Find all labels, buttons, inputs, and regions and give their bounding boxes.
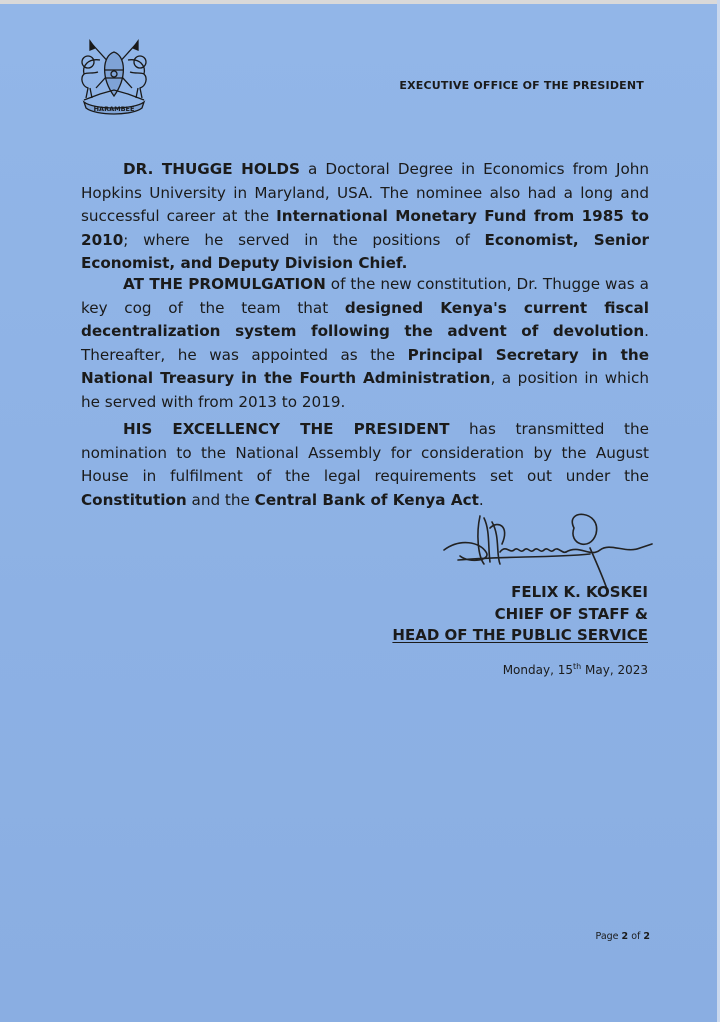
paragraph-3 bbox=[81, 418, 649, 512]
letter-date bbox=[503, 662, 648, 677]
office-heading: EXECUTIVE OFFICE OF THE PRESIDENT bbox=[399, 79, 644, 92]
kenya-coat-of-arms-icon bbox=[70, 38, 160, 118]
paragraph-2-run: Principal Secretary in the National Treasury in the Fourth Administration bbox=[81, 345, 649, 387]
paragraph-1-run: a Doctoral Degree in Economics from John Hopkins University in Maryland, USA. The nominee also had a long and successful career at the bbox=[81, 160, 650, 225]
paragraph-3-run: HIS EXCELLENCY THE PRESIDENT bbox=[123, 420, 450, 438]
paragraph-3-run: and the bbox=[186, 490, 255, 509]
page-current: 2 bbox=[621, 931, 629, 942]
signatory-name: FELIX K. KOSKEI bbox=[511, 583, 648, 601]
paragraph-1-run: DR. THUGGE HOLDS bbox=[123, 160, 300, 178]
paragraph-2-run: designed Kenya's current fiscal decentralization system following the advent of devolution bbox=[81, 298, 649, 340]
signatory-title: CHIEF OF STAFF & bbox=[494, 604, 648, 623]
signatory-block bbox=[392, 582, 648, 647]
paragraph-2-run: of the new constitution, Dr. Thugge was a key cog of the team that bbox=[81, 275, 649, 317]
coat-motto: HARAMBEE bbox=[93, 105, 135, 113]
paragraph-3-run: Constitution bbox=[81, 490, 187, 509]
page-label: Page bbox=[595, 931, 622, 942]
date-rest: May, 2023 bbox=[581, 663, 648, 677]
paragraph-3-run: has transmitted the nomination to the National Assembly for consideration by the August House in fulfilment of the legal requirements set out under the bbox=[81, 420, 649, 485]
paragraph-2 bbox=[81, 273, 649, 414]
date-ordinal: th bbox=[572, 662, 582, 671]
paragraph-3-run: . bbox=[478, 490, 484, 509]
page-of: of bbox=[628, 931, 644, 942]
page-total: 2 bbox=[643, 931, 650, 942]
paragraph-1 bbox=[81, 158, 649, 276]
paragraph-3-run: Central Bank of Kenya Act bbox=[254, 490, 479, 509]
paragraph-1-run: ; where he served in the positions of bbox=[123, 230, 485, 249]
paragraph-2-run: . Thereafter, he was appointed as the bbox=[81, 322, 649, 364]
date-day: Monday, 15 bbox=[502, 663, 573, 677]
paragraph-1-run: Economist, Senior Economist, and Deputy Division Chief. bbox=[81, 230, 649, 272]
page-top-edge bbox=[0, 0, 720, 4]
paragraph-1-run: International Monetary Fund from 1985 to 2010 bbox=[81, 207, 649, 249]
paragraph-2-run: AT THE PROMULGATION bbox=[123, 275, 326, 293]
paragraph-2-run: , a position in which he served with from 2013 to 2019. bbox=[81, 369, 649, 411]
page-number bbox=[596, 931, 650, 942]
signatory-office: HEAD OF THE PUBLIC SERVICE bbox=[392, 626, 648, 644]
